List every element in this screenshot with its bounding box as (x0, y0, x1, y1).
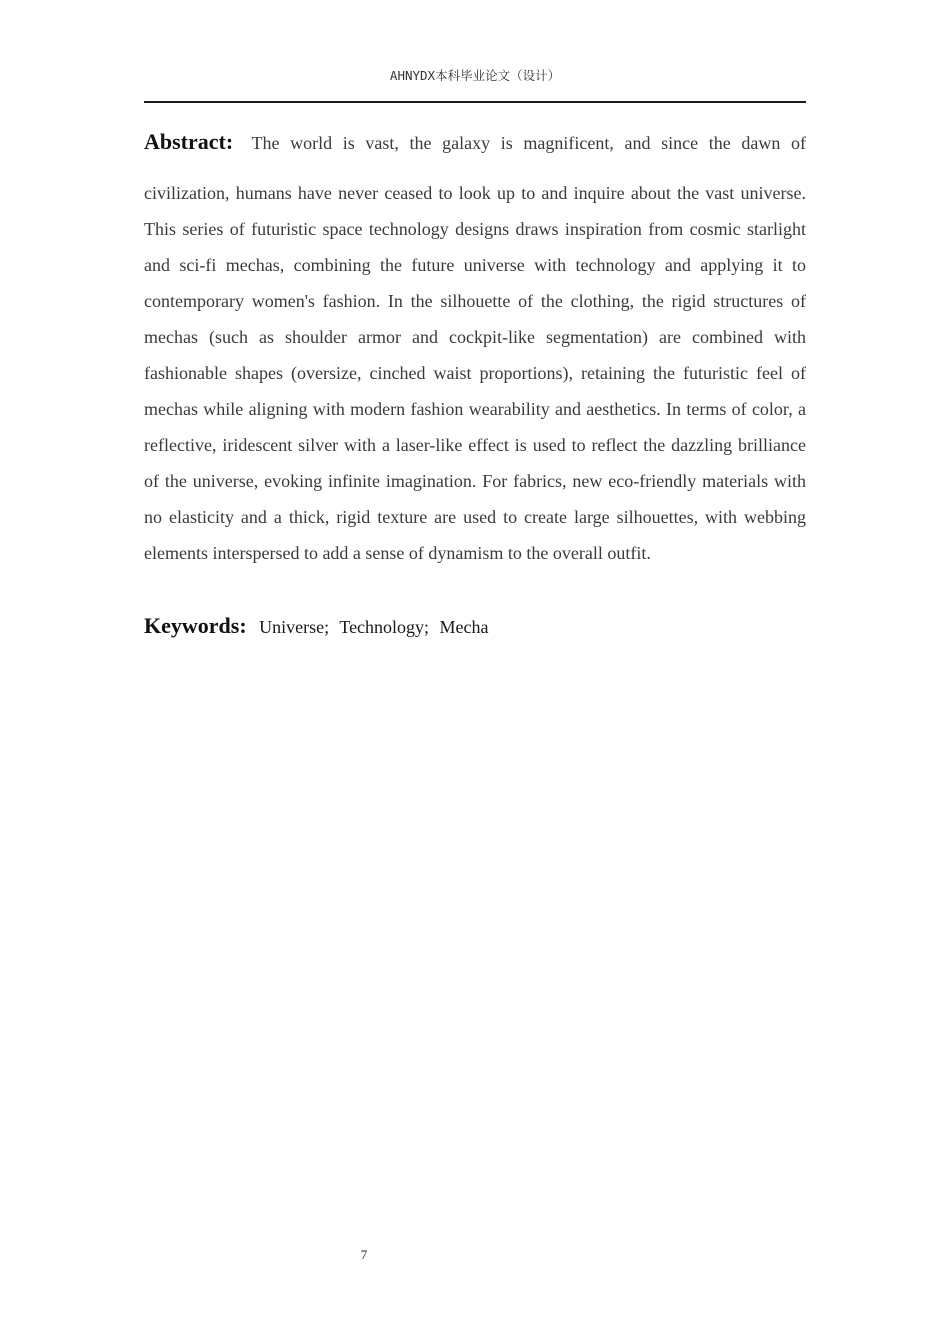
keywords-section (144, 608, 806, 645)
abstract-first-line (144, 124, 806, 161)
header-divider (144, 101, 806, 103)
keyword-item: Universe; (259, 617, 330, 637)
page-number: 7 (360, 1247, 368, 1262)
abstract-section (144, 124, 806, 571)
keyword-item: Technology; (339, 617, 430, 637)
keywords-label: Keywords: (144, 613, 247, 638)
running-header: AHNYDX本科毕业论文（设计） (389, 68, 561, 83)
abstract-opening-text: The world is vast, the galaxy is magnificent, and since the dawn of (251, 133, 806, 153)
abstract-body-text: civilization, humans have never ceased to look up to and inquire about the vast universe. This series of futuristic space technology designs draws inspiration from cosmic starlight and sci-fi mechas, combining the future universe with technology and applying it to contemporary women's fashion. In the silhouette of the clothing, the rigid structures of mechas (such as shoulder armor and cockpit-like segmentation) are combined with fashionable shapes (oversize, cinched waist proportions), retaining the futuristic feel of mechas while aligning with modern fashion wearability and aesthetics. In terms of color, a reflective, iridescent silver with a laser-like effect is used to reflect the dazzling brilliance of the universe, evoking infinite imagination. For fabrics, new eco-friendly materials with no elasticity and a thick, rigid texture are used to create large silhouettes, with webbing elements interspersed to add a sense of dynamism to the overall outfit. (144, 183, 806, 563)
keyword-item: Mecha (439, 617, 489, 637)
abstract-label: Abstract: (144, 129, 234, 154)
